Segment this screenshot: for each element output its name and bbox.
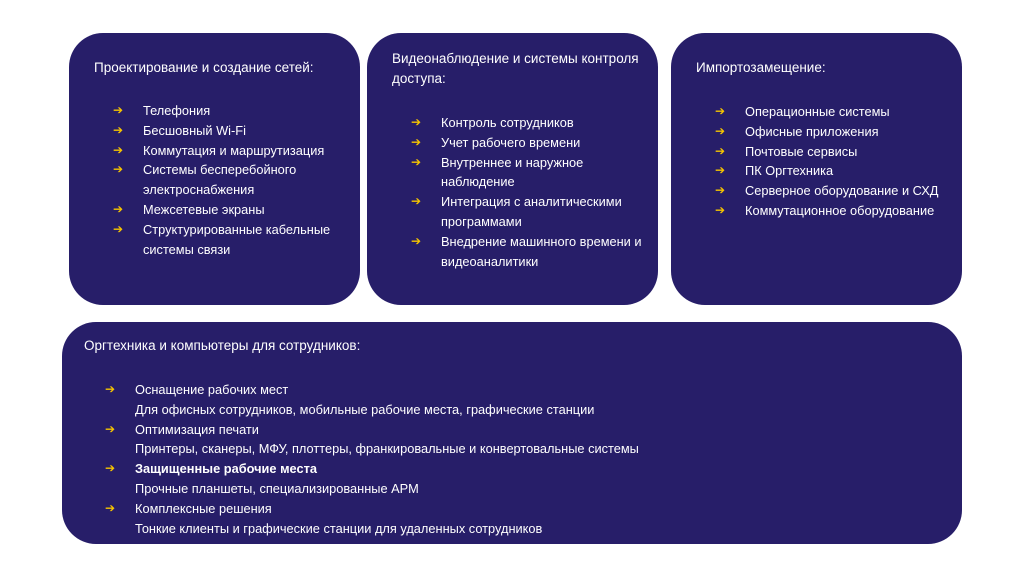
card-network-design — [69, 33, 360, 305]
card-video-surveillance — [367, 33, 658, 305]
arrow-right-icon: ➔ — [715, 123, 726, 138]
card-title: Проектирование и создание сетей: — [94, 60, 314, 75]
card-title: Оргтехника и компьютеры для сотрудников: — [84, 338, 361, 353]
arrow-right-icon: ➔ — [113, 142, 124, 157]
list-item: ➔ Операционные системы — [696, 102, 946, 122]
item-label: Комплексные решения — [135, 500, 272, 516]
item-label: Защищенные рабочие места — [135, 461, 317, 477]
arrow-right-icon: ➔ — [715, 143, 726, 158]
list-item: ➔ Контроль сотрудников — [392, 113, 642, 133]
arrow-right-icon: ➔ — [715, 202, 726, 217]
arrow-right-icon: ➔ — [105, 461, 116, 476]
card-title: Видеонаблюдение и системы контроля доступа: — [392, 51, 639, 86]
list-item: ➔ Почтовые сервисы — [696, 142, 946, 162]
card-title: Импортозамещение: — [696, 60, 826, 75]
list-item: ➔ Учет рабочего времени — [392, 133, 642, 153]
list-item: ➔ Коммутационное оборудование — [696, 201, 946, 221]
arrow-right-icon: ➔ — [105, 421, 116, 436]
arrow-right-icon: ➔ — [715, 104, 726, 118]
card-import-substitution — [671, 33, 962, 305]
arrow-right-icon: ➔ — [105, 500, 116, 515]
item-detail: Прочные планшеты, специализированные АРМ — [135, 480, 419, 496]
item-detail: Тонкие клиенты и графические станции для удаленных сотрудников — [135, 520, 543, 536]
list-item: ➔ Бесшовный Wi-Fi — [94, 121, 344, 141]
list-item: ➔ ПК Оргтехника — [696, 161, 946, 181]
card-office-equipment — [62, 322, 962, 544]
arrow-right-icon: ➔ — [113, 201, 124, 216]
list-item — [84, 459, 942, 499]
item-detail: Для офисных сотрудников, мобильные рабочие места, графические станции — [135, 401, 595, 417]
arrow-right-icon: ➔ — [113, 162, 124, 177]
arrow-right-icon: ➔ — [113, 221, 124, 236]
arrow-right-icon: ➔ — [715, 183, 726, 198]
list-item: ➔ Структурированные кабельные системы связи — [113, 221, 331, 257]
arrow-right-icon: ➔ — [113, 103, 124, 117]
list-item: ➔ Офисные приложения — [696, 122, 946, 142]
list-item: ➔ Внедрение машинного времени и видеоаналитики — [411, 233, 642, 269]
arrow-right-icon: ➔ — [411, 134, 422, 149]
list-item: ➔ Интеграция с аналитическими программами — [411, 194, 622, 229]
list-item: ➔ Внутреннее и наружное наблюдение — [411, 154, 584, 190]
arrow-right-icon: ➔ — [411, 115, 422, 129]
list-item — [84, 499, 942, 539]
card-item-list — [392, 113, 642, 271]
arrow-right-icon: ➔ — [411, 154, 422, 169]
list-item: ➔ Телефония — [94, 101, 344, 121]
card-item-list — [84, 380, 942, 538]
card-item-list — [94, 101, 344, 259]
list-item: ➔ Межсетевые экраны — [94, 200, 344, 220]
list-item: ➔ Системы бесперебойного электроснабжения — [113, 162, 297, 198]
card-item-list — [696, 102, 946, 221]
item-detail: Принтеры, сканеры, МФУ, плоттеры, франкировальные и конвертовальные системы — [135, 441, 639, 457]
item-label: Оснащение рабочих мест — [135, 382, 289, 397]
arrow-right-icon: ➔ — [715, 163, 726, 178]
arrow-right-icon: ➔ — [113, 122, 124, 137]
arrow-right-icon: ➔ — [411, 233, 422, 248]
list-item: ➔ Коммутация и маршрутизация — [94, 141, 344, 161]
list-item — [84, 420, 942, 460]
arrow-right-icon: ➔ — [411, 194, 422, 209]
list-item: ➔ Серверное оборудование и СХД — [696, 181, 946, 201]
arrow-right-icon: ➔ — [105, 382, 116, 396]
item-label: Оптимизация печати — [135, 421, 259, 437]
list-item — [84, 380, 942, 420]
